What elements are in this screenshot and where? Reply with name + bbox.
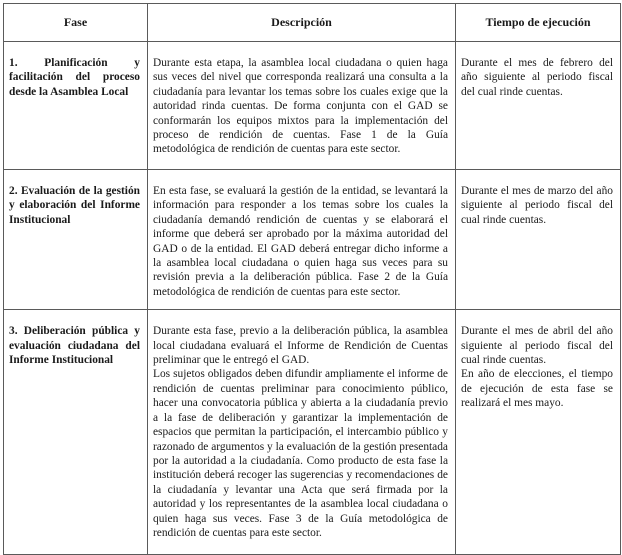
fase-cell	[4, 170, 148, 310]
descripcion-text	[148, 310, 455, 550]
tiempo-text: Durante el mes de febrero del año siguiente al periodo fiscal del cual rinde cuentas.	[461, 57, 613, 98]
tiempo-cell	[456, 42, 621, 170]
tiempo-text: Durante el mes de marzo del año siguiente al periodo fiscal del cual rinde cuentas.	[461, 185, 613, 226]
descripcion-text: En esta fase, se evaluará la gestión de la entidad, se levantará la información para responder a los temas sobre los cuales la ciudadanía demandó rendición de cuentas y se elaborará el informe que deberá ser aprobado por la máxima autoridad del GAD o de la entidad. El GAD deberá entregar dicho informe a la asamblea local ciudadana o quien haga sus veces para su revisión previa a la deliberación pública. Fase 2 de la Guía metodológica de rendición de cuentas para este sector.	[153, 185, 448, 298]
table-row	[4, 310, 621, 555]
descripcion-paragraph: Durante esta fase, previo a la deliberación pública, la asamblea local ciudadana evaluará el Informe de Rendición de Cuentas preliminar que le entregó el GAD.	[153, 325, 448, 367]
descripcion-cell	[148, 42, 456, 170]
phases-table	[3, 3, 621, 555]
fase-cell	[4, 310, 148, 555]
descripcion-cell	[148, 310, 456, 555]
tiempo-cell	[456, 170, 621, 310]
tiempo-paragraph: En año de elecciones, el tiempo de ejecución de esta fase se realizará el mes mayo.	[461, 368, 613, 410]
tiempo-text	[456, 310, 620, 420]
tiempo-paragraph: Durante el mes de abril del año siguiente al periodo fiscal del cual rinde cuentas.	[461, 325, 613, 367]
table-row	[4, 170, 621, 310]
fase-text: 2. Evaluación de la gestión y elaboración del Informe Institucional	[9, 185, 140, 226]
fase-text: 3. Deliberación pública y evaluación ciudadana del Informe Institucional	[9, 325, 140, 367]
fase-cell	[4, 42, 148, 170]
table-row	[4, 42, 621, 170]
header-descripcion: Descripción	[148, 4, 456, 42]
header-fase: Fase	[4, 4, 148, 42]
descripcion-text: Durante esta etapa, la asamblea local ciudadana o quien haga sus veces del nivel que corresponda realizará una consulta a la ciudadanía para levantar los temas sobre los cuales exige que la autoridad rinda cuentas. De forma conjunta con el GAD se conformarán los equipos mixtos para la implementación del proceso de rendición de cuentas. Fase 1 de la Guía metodológica de rendición de cuentas para este sector.	[153, 57, 448, 156]
table-header-row	[4, 4, 621, 42]
fase-text: 1. Planificación y facilitación del proceso desde la Asamblea Local	[9, 57, 140, 98]
descripcion-cell	[148, 170, 456, 310]
header-tiempo: Tiempo de ejecución	[456, 4, 621, 42]
tiempo-cell	[456, 310, 621, 555]
descripcion-paragraph: Los sujetos obligados deben difundir ampliamente el informe de rendición de cuentas preliminar para conocimiento público, hacer una convocatoria pública y abierta a la ciudadanía previo a la fase de deliberación y garantizar la implementación de espacios que permitan la participación, el intercambio público y razonado de argumentos y la evaluación de la gestión presentada por la autoridad a la ciudadanía. Como producto de esta fase la institución deberá recoger las sugerencias y recomendaciones de la ciudadanía y levantar una Acta que será firmada por la autoridad y los representantes de la asamblea local ciudadana o quien haga sus veces. Fase 3 de la Guía metodológica de rendición de cuentas para este sector.	[153, 368, 448, 539]
